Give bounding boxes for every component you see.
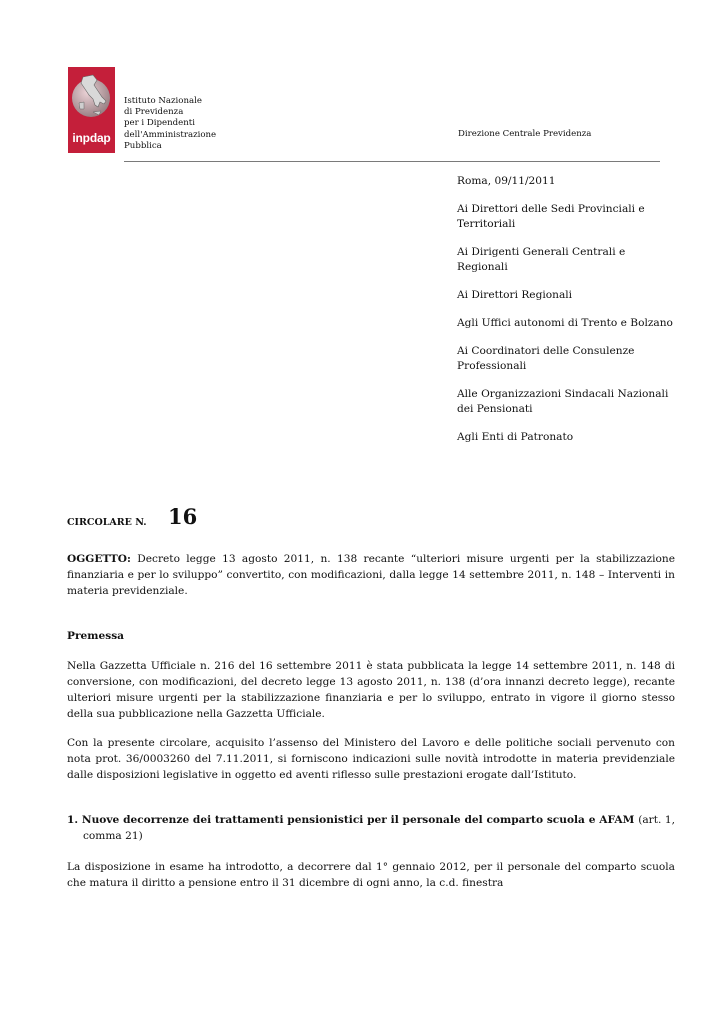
recipient-item: Agli Uffici autonomi di Trento e Bolzano	[457, 317, 673, 329]
section-1-reference: (art. 1, comma 21)	[83, 814, 675, 842]
institute-line: dell'Amministrazione	[124, 129, 217, 140]
department-name: Direzione Centrale Previdenza	[458, 129, 592, 139]
inpdap-logo	[68, 67, 115, 153]
section-1-heading: 1. Nuove decorrenze dei trattamenti pensionistici per il personale del comparto scuola e AFAM	[67, 814, 635, 826]
italy-map-icon	[71, 71, 112, 123]
institute-line: Istituto Nazionale	[124, 96, 202, 106]
subject-label: OGGETTO:	[67, 553, 131, 565]
premessa-paragraph: Con la presente circolare, acquisito l’assenso del Ministero del Lavoro e delle politiche sociali pervenuto con nota prot. 36/0003260 del 7.11.2011, si forniscono indicazioni sulle novità introdotte in materia previdenziale dalle disposizioni legislative in oggetto ed aventi riflesso sulle prestazioni erogate dall’Istituto.	[67, 737, 675, 781]
institute-line: Pubblica	[124, 140, 162, 151]
premessa-paragraph: Nella Gazzetta Ufficiale n. 216 del 16 settembre 2011 è stata pubblicata la legge 14 settembre 2011, n. 148 di conversione, con modificazioni, del decreto legge 13 agosto 2011, n. 138 (d’ora innanzi decreto legge), recante ulteriori misure urgenti per la stabilizzazione finanziaria e per lo sviluppo, entrato in vigore il giorno stesso della sua pubblicazione nella Gazzetta Ufficiale.	[67, 660, 675, 720]
circular-number: 16	[168, 504, 198, 529]
institute-line: per i Dipendenti	[124, 118, 195, 129]
section-1-paragraph: La disposizione in esame ha introdotto, a decorrere dal 1° gennaio 2012, per il personale del comparto scuola che matura il diritto a pensione entro il 31 dicembre di ogni anno, la c.d. finestra	[67, 861, 675, 889]
recipient-item: Ai Direttori Regionali	[457, 289, 573, 301]
recipient-item: Ai Dirigenti Generali Centrali e Regionali	[457, 246, 626, 273]
document-body	[67, 551, 675, 891]
document-date: Roma, 09/11/2011	[457, 175, 556, 187]
logo-text: inpdap	[72, 131, 111, 145]
recipient-item: Alle Organizzazioni Sindacali Nazionali dei Pensionati	[457, 388, 669, 415]
institute-name	[124, 96, 264, 152]
premessa-heading: Premessa	[67, 630, 125, 642]
institute-line: di Previdenza	[124, 107, 184, 118]
recipient-item: Ai Coordinatori delle Consulenze Professionali	[457, 345, 635, 372]
section-1-title	[67, 812, 675, 844]
circular-label: CIRCOLARE N.	[67, 517, 147, 528]
subject-text: Decreto legge 13 agosto 2011, n. 138 recante “ulteriori misure urgenti per la stabilizzazione finanziaria e per lo sviluppo” convertito, con modificazioni, dalla legge 14 settembre 2011, n. 148 – Interventi in materia previdenziale.	[67, 553, 675, 597]
header-divider	[124, 161, 660, 162]
recipients-block	[457, 174, 677, 458]
recipient-item: Agli Enti di Patronato	[457, 431, 574, 443]
recipient-item: Ai Direttori delle Sedi Provinciali e Territoriali	[457, 203, 645, 230]
subject-paragraph	[67, 551, 675, 599]
